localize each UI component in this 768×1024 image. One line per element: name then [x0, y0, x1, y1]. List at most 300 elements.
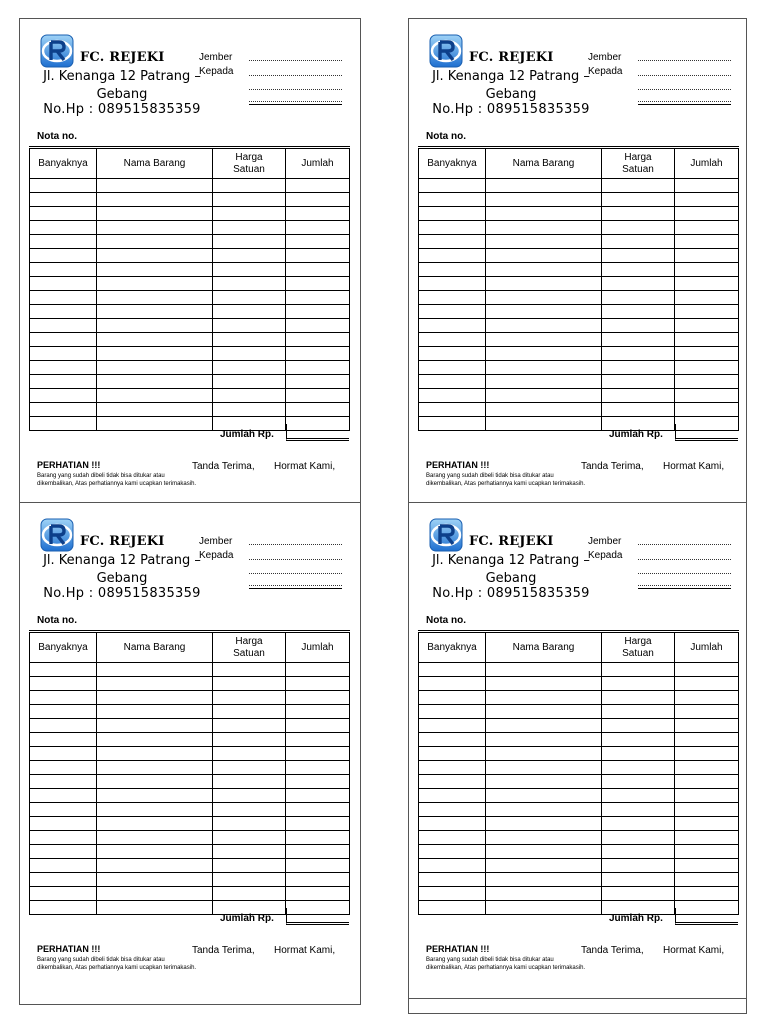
item-name-cell[interactable] [97, 193, 213, 207]
item-name-cell[interactable] [97, 249, 213, 263]
item-name-cell[interactable] [97, 179, 213, 193]
recipient-fill-line[interactable] [638, 585, 731, 586]
unit-price-cell[interactable] [213, 249, 286, 263]
amount-cell[interactable] [675, 663, 739, 677]
quantity-cell[interactable] [30, 179, 97, 193]
total-amount-field[interactable] [286, 908, 349, 925]
item-name-cell[interactable] [486, 221, 602, 235]
unit-price-cell[interactable] [602, 747, 675, 761]
unit-price-cell[interactable] [213, 277, 286, 291]
unit-price-cell[interactable] [213, 831, 286, 845]
quantity-cell[interactable] [30, 887, 97, 901]
quantity-cell[interactable] [419, 705, 486, 719]
unit-price-cell[interactable] [602, 733, 675, 747]
quantity-cell[interactable] [419, 747, 486, 761]
item-name-cell[interactable] [97, 663, 213, 677]
item-name-cell[interactable] [486, 747, 602, 761]
unit-price-cell[interactable] [213, 347, 286, 361]
amount-cell[interactable] [675, 179, 739, 193]
amount-cell[interactable] [286, 277, 350, 291]
quantity-cell[interactable] [419, 305, 486, 319]
total-amount-field[interactable] [675, 424, 738, 441]
item-name-cell[interactable] [486, 663, 602, 677]
item-name-cell[interactable] [486, 705, 602, 719]
item-name-cell[interactable] [486, 333, 602, 347]
unit-price-cell[interactable] [602, 859, 675, 873]
item-name-cell[interactable] [97, 887, 213, 901]
unit-price-cell[interactable] [602, 347, 675, 361]
item-name-cell[interactable] [97, 859, 213, 873]
item-name-cell[interactable] [97, 775, 213, 789]
unit-price-cell[interactable] [213, 859, 286, 873]
item-name-cell[interactable] [97, 319, 213, 333]
unit-price-cell[interactable] [602, 207, 675, 221]
unit-price-cell[interactable] [602, 817, 675, 831]
item-name-cell[interactable] [486, 873, 602, 887]
item-name-cell[interactable] [486, 417, 602, 431]
item-name-cell[interactable] [486, 859, 602, 873]
unit-price-cell[interactable] [602, 277, 675, 291]
unit-price-cell[interactable] [213, 663, 286, 677]
amount-cell[interactable] [675, 775, 739, 789]
amount-cell[interactable] [286, 775, 350, 789]
unit-price-cell[interactable] [213, 375, 286, 389]
unit-price-cell[interactable] [213, 305, 286, 319]
amount-cell[interactable] [286, 263, 350, 277]
recipient-fill-line[interactable] [249, 559, 342, 560]
unit-price-cell[interactable] [602, 705, 675, 719]
item-name-cell[interactable] [486, 291, 602, 305]
recipient-fill-line[interactable] [638, 75, 731, 76]
quantity-cell[interactable] [419, 859, 486, 873]
quantity-cell[interactable] [419, 375, 486, 389]
item-name-cell[interactable] [97, 677, 213, 691]
amount-cell[interactable] [286, 705, 350, 719]
amount-cell[interactable] [675, 319, 739, 333]
quantity-cell[interactable] [30, 775, 97, 789]
item-name-cell[interactable] [97, 375, 213, 389]
quantity-cell[interactable] [30, 249, 97, 263]
quantity-cell[interactable] [30, 663, 97, 677]
unit-price-cell[interactable] [213, 361, 286, 375]
unit-price-cell[interactable] [602, 319, 675, 333]
unit-price-cell[interactable] [213, 887, 286, 901]
recipient-fill-line[interactable] [249, 89, 342, 90]
item-name-cell[interactable] [97, 417, 213, 431]
unit-price-cell[interactable] [602, 375, 675, 389]
quantity-cell[interactable] [419, 193, 486, 207]
amount-cell[interactable] [675, 677, 739, 691]
amount-cell[interactable] [286, 817, 350, 831]
unit-price-cell[interactable] [602, 719, 675, 733]
item-name-cell[interactable] [97, 873, 213, 887]
amount-cell[interactable] [286, 179, 350, 193]
unit-price-cell[interactable] [213, 319, 286, 333]
amount-cell[interactable] [286, 207, 350, 221]
quantity-cell[interactable] [30, 375, 97, 389]
date-fill-line[interactable] [638, 544, 731, 545]
item-name-cell[interactable] [486, 193, 602, 207]
quantity-cell[interactable] [419, 333, 486, 347]
quantity-cell[interactable] [30, 705, 97, 719]
quantity-cell[interactable] [419, 733, 486, 747]
date-fill-line[interactable] [638, 60, 731, 61]
item-name-cell[interactable] [486, 389, 602, 403]
item-name-cell[interactable] [97, 817, 213, 831]
item-name-cell[interactable] [97, 705, 213, 719]
quantity-cell[interactable] [30, 901, 97, 915]
amount-cell[interactable] [286, 389, 350, 403]
unit-price-cell[interactable] [213, 719, 286, 733]
unit-price-cell[interactable] [213, 817, 286, 831]
quantity-cell[interactable] [30, 361, 97, 375]
unit-price-cell[interactable] [602, 389, 675, 403]
unit-price-cell[interactable] [213, 333, 286, 347]
item-name-cell[interactable] [486, 277, 602, 291]
amount-cell[interactable] [286, 747, 350, 761]
item-name-cell[interactable] [97, 831, 213, 845]
amount-cell[interactable] [286, 347, 350, 361]
quantity-cell[interactable] [419, 277, 486, 291]
amount-cell[interactable] [286, 291, 350, 305]
item-name-cell[interactable] [97, 845, 213, 859]
amount-cell[interactable] [286, 733, 350, 747]
unit-price-cell[interactable] [602, 691, 675, 705]
quantity-cell[interactable] [30, 417, 97, 431]
amount-cell[interactable] [286, 691, 350, 705]
amount-cell[interactable] [286, 305, 350, 319]
amount-cell[interactable] [286, 221, 350, 235]
item-name-cell[interactable] [486, 347, 602, 361]
item-name-cell[interactable] [486, 775, 602, 789]
unit-price-cell[interactable] [602, 403, 675, 417]
unit-price-cell[interactable] [213, 845, 286, 859]
item-name-cell[interactable] [486, 207, 602, 221]
quantity-cell[interactable] [30, 761, 97, 775]
unit-price-cell[interactable] [602, 845, 675, 859]
item-name-cell[interactable] [97, 403, 213, 417]
amount-cell[interactable] [675, 249, 739, 263]
quantity-cell[interactable] [30, 789, 97, 803]
unit-price-cell[interactable] [213, 677, 286, 691]
item-name-cell[interactable] [97, 347, 213, 361]
amount-cell[interactable] [675, 207, 739, 221]
unit-price-cell[interactable] [602, 179, 675, 193]
item-name-cell[interactable] [486, 733, 602, 747]
item-name-cell[interactable] [97, 761, 213, 775]
item-name-cell[interactable] [486, 179, 602, 193]
unit-price-cell[interactable] [602, 887, 675, 901]
amount-cell[interactable] [675, 803, 739, 817]
unit-price-cell[interactable] [213, 761, 286, 775]
amount-cell[interactable] [286, 235, 350, 249]
amount-cell[interactable] [286, 761, 350, 775]
total-amount-field[interactable] [286, 424, 349, 441]
quantity-cell[interactable] [30, 333, 97, 347]
unit-price-cell[interactable] [602, 263, 675, 277]
quantity-cell[interactable] [419, 249, 486, 263]
quantity-cell[interactable] [419, 817, 486, 831]
quantity-cell[interactable] [30, 221, 97, 235]
quantity-cell[interactable] [419, 803, 486, 817]
amount-cell[interactable] [675, 887, 739, 901]
quantity-cell[interactable] [419, 291, 486, 305]
item-name-cell[interactable] [97, 361, 213, 375]
amount-cell[interactable] [675, 361, 739, 375]
amount-cell[interactable] [286, 845, 350, 859]
quantity-cell[interactable] [30, 803, 97, 817]
quantity-cell[interactable] [30, 859, 97, 873]
amount-cell[interactable] [675, 705, 739, 719]
recipient-fill-line[interactable] [638, 573, 731, 574]
amount-cell[interactable] [286, 375, 350, 389]
amount-cell[interactable] [286, 403, 350, 417]
amount-cell[interactable] [675, 375, 739, 389]
quantity-cell[interactable] [30, 831, 97, 845]
recipient-fill-line[interactable] [638, 101, 731, 102]
item-name-cell[interactable] [486, 831, 602, 845]
quantity-cell[interactable] [30, 691, 97, 705]
quantity-cell[interactable] [30, 677, 97, 691]
quantity-cell[interactable] [30, 347, 97, 361]
quantity-cell[interactable] [30, 733, 97, 747]
amount-cell[interactable] [675, 817, 739, 831]
item-name-cell[interactable] [486, 817, 602, 831]
quantity-cell[interactable] [30, 845, 97, 859]
amount-cell[interactable] [675, 263, 739, 277]
quantity-cell[interactable] [30, 263, 97, 277]
item-name-cell[interactable] [486, 789, 602, 803]
item-name-cell[interactable] [97, 277, 213, 291]
amount-cell[interactable] [675, 235, 739, 249]
amount-cell[interactable] [286, 193, 350, 207]
amount-cell[interactable] [675, 845, 739, 859]
unit-price-cell[interactable] [602, 235, 675, 249]
item-name-cell[interactable] [97, 803, 213, 817]
item-name-cell[interactable] [97, 901, 213, 915]
amount-cell[interactable] [675, 277, 739, 291]
item-name-cell[interactable] [97, 691, 213, 705]
quantity-cell[interactable] [419, 887, 486, 901]
amount-cell[interactable] [675, 831, 739, 845]
amount-cell[interactable] [675, 333, 739, 347]
item-name-cell[interactable] [486, 887, 602, 901]
amount-cell[interactable] [675, 305, 739, 319]
item-name-cell[interactable] [486, 249, 602, 263]
unit-price-cell[interactable] [213, 221, 286, 235]
item-name-cell[interactable] [97, 221, 213, 235]
amount-cell[interactable] [675, 719, 739, 733]
item-name-cell[interactable] [97, 333, 213, 347]
unit-price-cell[interactable] [602, 333, 675, 347]
quantity-cell[interactable] [419, 761, 486, 775]
quantity-cell[interactable] [419, 361, 486, 375]
amount-cell[interactable] [675, 389, 739, 403]
item-name-cell[interactable] [486, 901, 602, 915]
quantity-cell[interactable] [419, 319, 486, 333]
item-name-cell[interactable] [97, 235, 213, 249]
unit-price-cell[interactable] [602, 193, 675, 207]
amount-cell[interactable] [675, 193, 739, 207]
unit-price-cell[interactable] [213, 235, 286, 249]
quantity-cell[interactable] [30, 719, 97, 733]
unit-price-cell[interactable] [213, 263, 286, 277]
item-name-cell[interactable] [486, 845, 602, 859]
amount-cell[interactable] [286, 887, 350, 901]
quantity-cell[interactable] [30, 193, 97, 207]
unit-price-cell[interactable] [602, 789, 675, 803]
quantity-cell[interactable] [419, 403, 486, 417]
item-name-cell[interactable] [97, 747, 213, 761]
amount-cell[interactable] [675, 873, 739, 887]
amount-cell[interactable] [286, 803, 350, 817]
quantity-cell[interactable] [30, 291, 97, 305]
unit-price-cell[interactable] [213, 803, 286, 817]
quantity-cell[interactable] [419, 235, 486, 249]
unit-price-cell[interactable] [213, 193, 286, 207]
recipient-fill-line[interactable] [249, 75, 342, 76]
item-name-cell[interactable] [486, 691, 602, 705]
amount-cell[interactable] [286, 873, 350, 887]
unit-price-cell[interactable] [213, 207, 286, 221]
item-name-cell[interactable] [97, 263, 213, 277]
recipient-fill-line[interactable] [249, 573, 342, 574]
amount-cell[interactable] [675, 733, 739, 747]
quantity-cell[interactable] [419, 347, 486, 361]
quantity-cell[interactable] [419, 901, 486, 915]
unit-price-cell[interactable] [213, 291, 286, 305]
unit-price-cell[interactable] [213, 747, 286, 761]
quantity-cell[interactable] [419, 831, 486, 845]
quantity-cell[interactable] [419, 873, 486, 887]
unit-price-cell[interactable] [602, 873, 675, 887]
quantity-cell[interactable] [419, 263, 486, 277]
amount-cell[interactable] [286, 789, 350, 803]
amount-cell[interactable] [675, 691, 739, 705]
unit-price-cell[interactable] [602, 677, 675, 691]
unit-price-cell[interactable] [213, 775, 286, 789]
amount-cell[interactable] [286, 663, 350, 677]
item-name-cell[interactable] [486, 375, 602, 389]
item-name-cell[interactable] [486, 361, 602, 375]
quantity-cell[interactable] [419, 663, 486, 677]
amount-cell[interactable] [675, 347, 739, 361]
quantity-cell[interactable] [30, 305, 97, 319]
item-name-cell[interactable] [486, 677, 602, 691]
quantity-cell[interactable] [419, 845, 486, 859]
amount-cell[interactable] [675, 747, 739, 761]
unit-price-cell[interactable] [602, 761, 675, 775]
amount-cell[interactable] [286, 831, 350, 845]
item-name-cell[interactable] [97, 305, 213, 319]
quantity-cell[interactable] [30, 319, 97, 333]
quantity-cell[interactable] [419, 221, 486, 235]
quantity-cell[interactable] [30, 235, 97, 249]
recipient-fill-line[interactable] [249, 585, 342, 586]
amount-cell[interactable] [675, 403, 739, 417]
item-name-cell[interactable] [486, 761, 602, 775]
quantity-cell[interactable] [30, 277, 97, 291]
amount-cell[interactable] [675, 291, 739, 305]
unit-price-cell[interactable] [602, 291, 675, 305]
unit-price-cell[interactable] [213, 389, 286, 403]
unit-price-cell[interactable] [213, 705, 286, 719]
date-fill-line[interactable] [249, 60, 342, 61]
amount-cell[interactable] [286, 249, 350, 263]
unit-price-cell[interactable] [602, 361, 675, 375]
unit-price-cell[interactable] [602, 803, 675, 817]
unit-price-cell[interactable] [213, 733, 286, 747]
quantity-cell[interactable] [419, 417, 486, 431]
item-name-cell[interactable] [97, 719, 213, 733]
quantity-cell[interactable] [30, 389, 97, 403]
amount-cell[interactable] [675, 221, 739, 235]
unit-price-cell[interactable] [602, 249, 675, 263]
amount-cell[interactable] [286, 333, 350, 347]
item-name-cell[interactable] [97, 789, 213, 803]
amount-cell[interactable] [286, 361, 350, 375]
item-name-cell[interactable] [97, 207, 213, 221]
unit-price-cell[interactable] [213, 873, 286, 887]
quantity-cell[interactable] [30, 207, 97, 221]
unit-price-cell[interactable] [213, 403, 286, 417]
item-name-cell[interactable] [486, 403, 602, 417]
amount-cell[interactable] [286, 319, 350, 333]
item-name-cell[interactable] [97, 733, 213, 747]
amount-cell[interactable] [675, 859, 739, 873]
amount-cell[interactable] [675, 761, 739, 775]
unit-price-cell[interactable] [602, 305, 675, 319]
item-name-cell[interactable] [97, 389, 213, 403]
recipient-fill-line[interactable] [638, 89, 731, 90]
unit-price-cell[interactable] [213, 179, 286, 193]
quantity-cell[interactable] [419, 677, 486, 691]
item-name-cell[interactable] [486, 235, 602, 249]
unit-price-cell[interactable] [602, 663, 675, 677]
item-name-cell[interactable] [486, 719, 602, 733]
quantity-cell[interactable] [419, 207, 486, 221]
total-amount-field[interactable] [675, 908, 738, 925]
amount-cell[interactable] [675, 789, 739, 803]
recipient-fill-line[interactable] [249, 101, 342, 102]
item-name-cell[interactable] [486, 803, 602, 817]
quantity-cell[interactable] [419, 691, 486, 705]
quantity-cell[interactable] [419, 179, 486, 193]
recipient-fill-line[interactable] [638, 559, 731, 560]
quantity-cell[interactable] [30, 747, 97, 761]
unit-price-cell[interactable] [602, 221, 675, 235]
unit-price-cell[interactable] [602, 831, 675, 845]
quantity-cell[interactable] [419, 775, 486, 789]
date-fill-line[interactable] [249, 544, 342, 545]
item-name-cell[interactable] [486, 263, 602, 277]
quantity-cell[interactable] [419, 719, 486, 733]
amount-cell[interactable] [286, 677, 350, 691]
unit-price-cell[interactable] [213, 691, 286, 705]
amount-cell[interactable] [286, 719, 350, 733]
amount-cell[interactable] [286, 859, 350, 873]
item-name-cell[interactable] [486, 305, 602, 319]
quantity-cell[interactable] [419, 789, 486, 803]
quantity-cell[interactable] [419, 389, 486, 403]
quantity-cell[interactable] [30, 817, 97, 831]
unit-price-cell[interactable] [602, 775, 675, 789]
quantity-cell[interactable] [30, 403, 97, 417]
item-name-cell[interactable] [97, 291, 213, 305]
unit-price-cell[interactable] [213, 789, 286, 803]
quantity-cell[interactable] [30, 873, 97, 887]
item-name-cell[interactable] [486, 319, 602, 333]
